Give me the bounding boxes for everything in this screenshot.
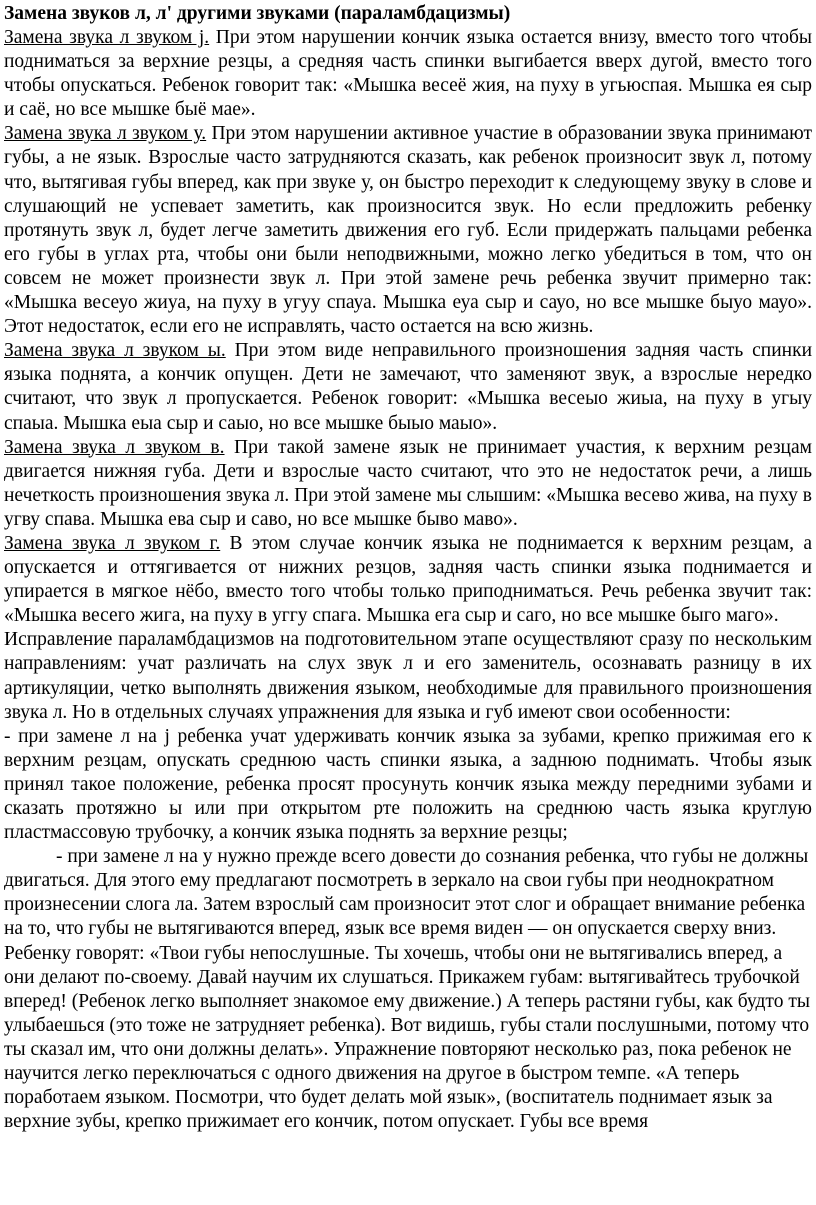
section-heading: Замена звука л звуком в. [4,436,225,458]
section-text: При этом виде неправильного произношения задняя часть спинки языка поднята, а кончик опущен. Дети не замечают, что заменяют звук, а взрослые нередко считают, что звук л пропускается. Ребенок говорит: «Мышка весеыо жиыа, на пуху в угыу спаыа. Мышка еыа сыр и саыо, но все мышке быыо маыо». [4,340,813,434]
paragraph-replacement-j: - при замене л на j ребенка учат удерживать кончик языка за зубами, крепко прижимая его к верхним резцам, опускать среднюю часть спинки языка, а заднюю поднимать. Чтобы язык принял такое положение, ребенка просят просунуть кончик языка между передними зубами и сказать протяжно ы или при открытом рте положить на среднюю часть языка круглую пластмассовую трубочку, а кончик языка поднять за верхние резцы; [4,725,812,844]
section-u [4,122,812,339]
section-heading: Замена звука л звуком j. [4,27,210,48]
section-text: При такой замене язык не принимает участия, к верхним резцам двигается нижняя губа. Дети и взрослые часто считают, что это не недостаток речи, а лишь нечеткость произношения звука л. При этой замене мы слышим: «Мышка весево жива, на пуху в угву спава. Мышка ева сыр и саво, но все мышке быво маво». [4,436,812,530]
section-v [4,436,812,532]
section-y [4,339,812,435]
section-heading: Замена звука л звуком ы. [4,340,226,362]
section-heading: Замена звука л звуком г. [4,532,221,554]
section-j [4,26,812,122]
paragraph-correction: Исправление параламбдацизмов на подготовительном этапе осуществляют сразу по нескольким направлениям: учат различать на слух звук л и его заменитель, осознавать разницу в их артикуляции, четко выполнять движения языком, необходимые для правильного произношения звука л. Но в отдельных случаях упражнения для языка и губ имеют свои особенности: [4,629,812,723]
section-text: В этом случае кончик языка не поднимается к верхним резцам, а опускается и оттягивается от нижних резцов, задняя часть спинки языка поднимается и упирается в мягкое нёбо, вместо того чтобы только приподниматься. Речь ребенка звучит так: «Мышка весего жига, на пуху в уггу спага. Мышка ега сыр и саго, но все мышке быго маго». [4,532,812,627]
section-text: При этом нарушении активное участие в образовании звука принимают губы, а не язык. Взрослые часто затрудняются сказать, как ребенок произносит звук л, потому что, вытягивая губы вперед, как при звуке у, он быстро переходит к следующему звуку в слове и слушающий не успевает заметить, как произносится звук. Но если предложить ребенку протянуть звук л, будет легче заметить движения его губ. Если придержать пальцами ребенка его губы в углах рта, чтобы они были неподвижными, можно легко убедиться в том, что он совсем не может произнести звук л. При этой замене речь ребенка звучит примерно так: «Мышка весеуо жиуа, на пуху в угуу спауа. Мышка еуа сыр и сауо, но все мышке быуо мауо». Этот недостаток, если его не исправлять, часто остается на всю жизнь. [4,123,813,338]
section-heading: Замена звука л звуком у. [4,123,207,145]
section-text: При этом нарушении кончик языка остается внизу, вместо того чтобы подниматься за верхние резцы, а средняя часть спинки выгибается вверх дугой, вместо того чтобы опускаться. Ребенок говорит так: «Мышка весеё жия, на пуху в угьюспая. Мышка ея сыр и саё, но все мышке быё мае». [4,27,812,121]
document-title: Замена звуков л, л' другими звуками (параламбдацизмы) [4,3,511,24]
section-g [4,532,812,628]
paragraph-replacement-u: - при замене л на у нужно прежде всего довести до сознания ребенка, что губы не должны двигаться. Для этого ему предлагают посмотреть в зеркало на свои губы при неоднократном произнесении слога ла. Затем взрослый сам произносит этот слог и обращает внимание ребенка на то, что губы не вытягиваются вперед, язык все время виден — он опускается сверху вниз. Ребенку говорят: «Твои губы непослушные. Ты хочешь, чтобы они не вытягивались вперед, а они делают по-своему. Давай научим их слушаться. Прикажем губам: вытягивайтесь трубочкой вперед! (Ребенок легко выполняет знакомое ему движение.) А теперь растяни губы, как будто ты улыбаешься (это тоже не затрудняет ребенка). Вот видишь, губы стали послушными, потому что ты сказал им, что они должны делать». Упражнение повторяют несколько раз, пока ребенок не научится легко переключаться с одного движения на другое в быстром темпе. «А теперь поработаем языком. Посмотри, что будет делать мой язык», (воспитатель поднимает язык за верхние зубы, крепко прижимает его кончик, потом опускает. Губы все время [4,846,810,1133]
